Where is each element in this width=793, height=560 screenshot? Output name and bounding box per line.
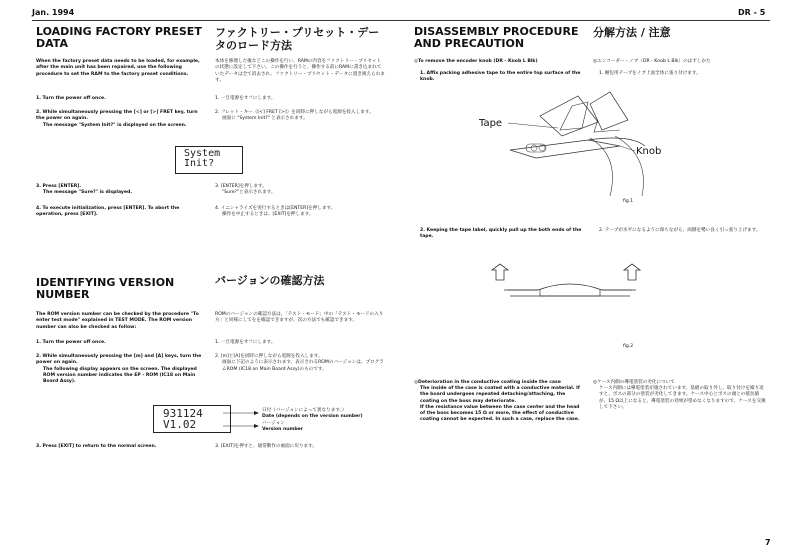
loading-step1-en: 1. Turn the power off once.	[36, 96, 106, 101]
loading-step3-en	[36, 184, 204, 197]
deterioration-body-en	[420, 386, 586, 424]
page-number: 7	[765, 538, 771, 547]
loading-step3-jp-a: 3. [ENTER]を押します。	[215, 184, 267, 189]
loading-title-line1: LOADING FACTORY PRESET	[36, 25, 202, 38]
loading-step3-en-b: The message "Sure?" is displayed.	[43, 190, 133, 196]
deterioration-body-jp: ケース内側には導電塗装が施されています。基板の取り外し、取り付けを繰り返すと、ボスの部分の塗装が劣化してきます。ケース中心とボスの頭との抵抗値が、15 Ω以上になると、導電塗装の効果が望めなくなりますので、ケースを交換して下さい。	[599, 386, 766, 410]
fig1-caption: fig.1	[623, 199, 634, 204]
deterioration-heading-jp: ◎ケース内側の導電塗装の劣化について	[593, 380, 675, 385]
loading-step2-jp	[215, 110, 385, 123]
deterioration-body-en-a: The inside of the case is coated with a conductive material. If the board undergoes repeated detaching/attaching, the coating on the boss may deteriorate.	[420, 386, 580, 404]
loading-step2-en-a: 2. While simultaneously pressing the [<] or [>] FRET key, turn the power on again.	[36, 110, 198, 122]
disassembly-title	[414, 26, 594, 50]
fig2-caption: fig.2	[623, 344, 634, 349]
version-step2-jp-b: 画面に下記のように表示されます。表示されるROMのバージョンは、プログラムROM (IC18 on Main Board Assy)のものです。	[222, 360, 384, 372]
loading-step3-jp-b: "Sure?"と表示されます。	[222, 190, 276, 196]
ver-label-jp: バージョン	[262, 421, 285, 426]
version-callout	[262, 421, 402, 434]
lcd-line-1: System	[184, 148, 221, 159]
version-title-line1: IDENTIFYING VERSION	[36, 276, 175, 289]
loading-intro-jp: 本体を修理した後などこの操作を行い、RAMの内容をファクトリー・プリセットの状態に設定して下さい。この操作を行うと、操作する前にRAMに書き込まれていたデータは全て消去され、ファクトリー・プリセット・データに置き換えられます。	[215, 59, 385, 83]
knob-step2-jp: 2. テープが水平になるように保ちながら、両側を勢い良く引っ張り上げます。	[599, 228, 761, 233]
ver-label-en: Version number	[262, 427, 304, 433]
version-step2-en-a: 2. While simultaneously pressing the [m] and [A] keys, turn the power on again.	[36, 354, 202, 366]
loading-step4-en: 4. To execute initialization, press [ENTER]. To abort the operation, press [EXIT].	[36, 206, 180, 218]
version-step1-en: 1. Turn the power off once.	[36, 340, 106, 345]
fig1-tape-label: Tape	[479, 118, 503, 129]
system-init-lcd	[175, 146, 243, 174]
loading-intro-en: When the factory preset data needs to be loaded, for example, after the main unit has been repaired, use the following procedure to set the RAM to the factory preset conditions.	[36, 59, 200, 77]
loading-step2-en-b: The message "System Init?" is displayed on the screen.	[43, 122, 187, 128]
version-step2-en	[36, 354, 204, 385]
lcd-version: V1.02	[163, 418, 197, 431]
loading-step2-en	[36, 110, 204, 129]
header-model: DR - 5	[738, 8, 766, 17]
date-label-jp: 日付（バージョンによって異なります。）	[262, 408, 347, 413]
knob-step1-en: 1. Affix packing adhesive tape to the entire top surface of the knob.	[420, 71, 581, 83]
loading-title-jp-line2: タのロード方法	[215, 39, 292, 52]
loading-step3-en-a: 3. Press [ENTER].	[36, 184, 82, 189]
version-title-line2: NUMBER	[36, 288, 90, 301]
header-rule	[32, 20, 770, 21]
version-title	[36, 277, 206, 301]
fig2-pull-tape-illustration	[480, 256, 660, 336]
version-step2-jp-a: 2. [m]と[A]を同時に押しながら電源を投入します。	[215, 354, 323, 359]
loading-title-line2: DATA	[36, 37, 68, 50]
header-date: Jan. 1994	[32, 8, 75, 17]
version-title-jp: バージョンの確認方法	[215, 274, 325, 287]
version-step2-jp	[215, 354, 385, 373]
knob-step2-en: 2. Keeping the tape label, quickly pull up the both ends of the tape.	[420, 228, 582, 240]
lcd-date: 931124	[163, 407, 203, 420]
loading-title	[36, 26, 206, 50]
version-step3-jp: 3. [EXIT]を押すと、通常動作の画面に戻ります。	[215, 444, 317, 449]
version-intro-en: The ROM version number can be checked by the procedure "To enter test mode" explained in TEST MODE. The ROM version number can also be checked as follow:	[36, 312, 199, 330]
disassembly-title-line1: DISASSEMBLY PROCEDURE	[414, 25, 579, 38]
disassembly-title-jp: 分解方法 / 注意	[593, 26, 671, 39]
knob-step1-jp: 1. 梱包用テープをノブ上面全体に張り付けます。	[599, 71, 701, 76]
loading-step4-jp	[215, 206, 385, 219]
date-callout	[262, 408, 402, 421]
version-step3-en: 3. Press [EXIT] to return to the normal screen.	[36, 444, 157, 449]
loading-title-jp	[215, 26, 395, 52]
fig1-knob-tape-illustration	[470, 86, 670, 198]
lcd-line-2: Init?	[184, 158, 215, 169]
disassembly-title-line2: AND PRECAUTION	[414, 37, 525, 50]
version-lcd	[153, 405, 231, 433]
version-callout-arrows	[221, 405, 261, 435]
version-step2-en-b: The following display appears on the screen. The displayed ROM version number indicates the EP - ROM (IC18 on Main Board Assy).	[43, 366, 197, 385]
loading-step4-jp-a: 4. イニシャライズを実行するときは[ENTER]を押します。	[215, 206, 336, 211]
deterioration-body-en-b: If the resistance value between the case center and the head of the boss becomes 15 Ω or more, the effect of conductive coating cannot be expected. In such a case, replace the case.	[420, 404, 580, 423]
loading-step1-jp: 1. 一旦電源をオフにします。	[215, 96, 276, 101]
loading-step3-jp	[215, 184, 385, 197]
fig1-knob-label: Knob	[636, 146, 662, 157]
version-intro-jp: ROMのバージョンの確認方法は、「テスト・モード」中の「テスト・モードの入り方」と同様にしてをを確認できますが、次の方法でも確認できます。	[215, 312, 384, 324]
deterioration-heading-en: ◎Deterioration in the conductive coating inside the case	[414, 380, 561, 385]
loading-title-jp-line1: ファクトリー・プリセット・デー	[215, 26, 380, 39]
knob-heading-en: ◎To remove the encoder knob (DR - Knob L Blk)	[414, 59, 538, 64]
version-step1-jp: 1. 一旦電源をオフにします。	[215, 340, 276, 345]
loading-step2-jp-b: 画面に "System Init?" と表示されます。	[222, 116, 308, 122]
date-label-en: Date (depends on the version number)	[262, 414, 363, 420]
knob-heading-jp: ◎エンコーダー・ノブ（DR - Knob L Blk）のはずしかた	[593, 59, 711, 64]
loading-step4-jp-b: 操作を中止するときは、[EXIT]を押します。	[222, 212, 314, 218]
loading-step2-jp-a: 2. フレット・キー（[<] FRET [>]）を同時に押しながら電源を投入します。	[215, 110, 374, 115]
